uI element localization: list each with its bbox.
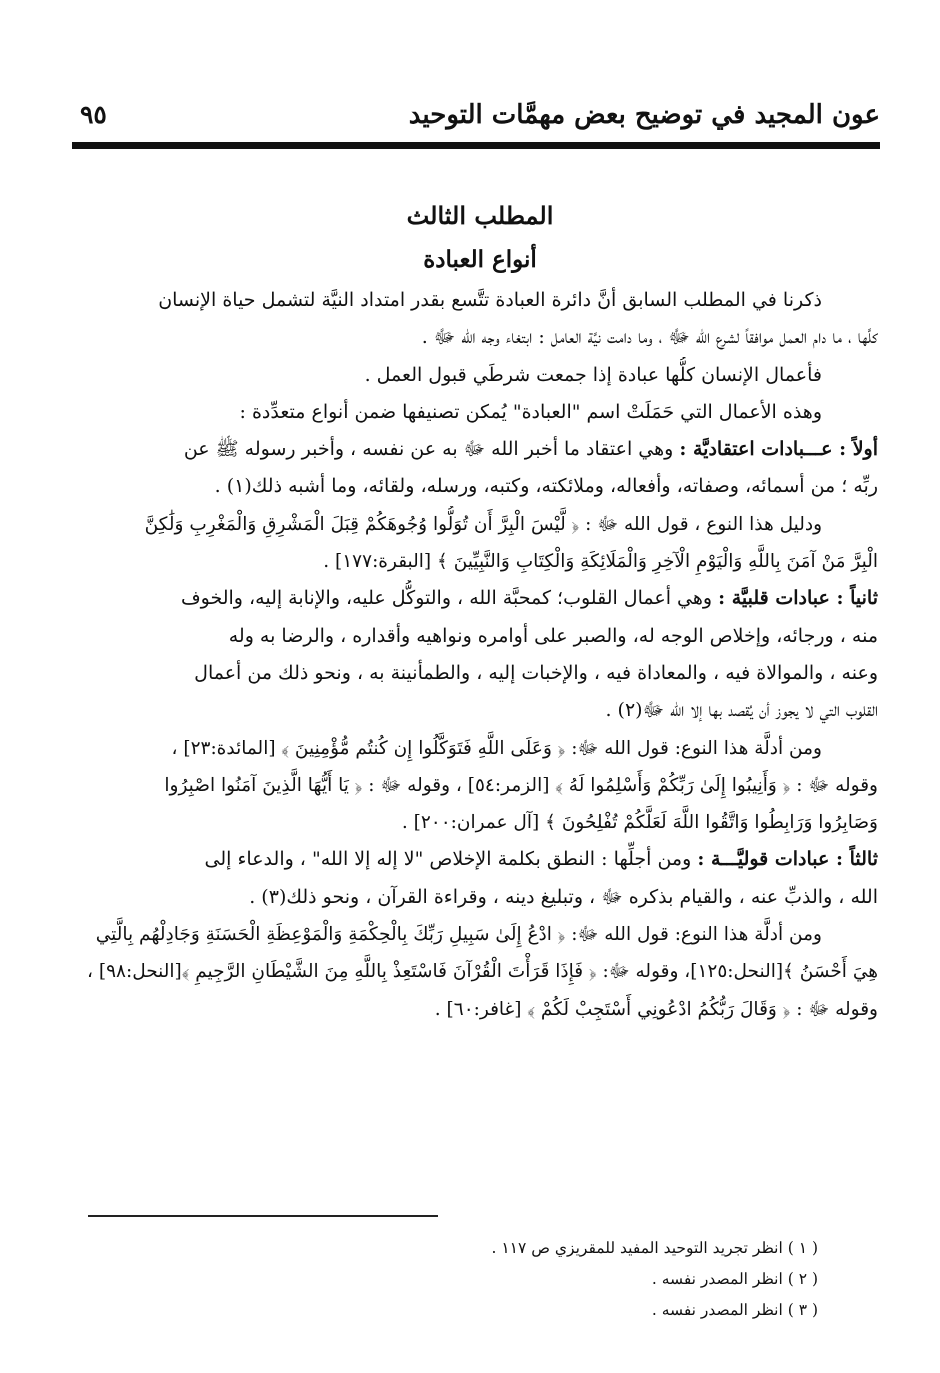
quran-verse-line: الْبِرَّ مَنْ آمَنَ بِاللَّهِ وَالْيَوْمِ الْآخِرِ وَالْمَلَائِكَةِ وَالْكِتَابِ وَالنَّبِيِّينَ ﴾ [البقرة:١٧٧] .	[323, 551, 878, 573]
footnotes	[80, 1233, 818, 1326]
footnote-2: ( ٢ ) انظر المصدر نفسه .	[651, 1270, 818, 1288]
category-line-beliefs: أولاً : عـــبادات اعتقاديَّة : وهي اعتقاد ما أخبر الله ﷻ به عن نفسه ، وأخبر رسوله ﷺ عن	[183, 438, 878, 461]
category-line-speech: ثالثاً : عبادات قوليَّـــة : ومن أجلِّها : النطق بكلمة الإخلاص "لا إله إلا الله" ، والدعاء إلى	[204, 848, 878, 871]
footnote-rule	[88, 1215, 438, 1217]
paragraph-line: القلوب التي لا يجوز أن يُقصد بها إلا الله ﷻ(٢) .	[605, 699, 878, 722]
quran-verse-line: ودليل هذا النوع ، قول الله ﷻ : ﴿ لَّيْسَ الْبِرَّ أَن تُوَلُّوا وُجُوهَكُمْ قِبَلَ الْمَشْرِقِ وَالْمَغْرِبِ وَلَٰكِنَّ	[144, 513, 822, 535]
category-label: أولاً : عـــبادات اعتقاديَّة :	[679, 438, 878, 461]
section-subtitle: أنواع العبادة	[423, 246, 537, 273]
footnote-3: ( ٣ ) انظر المصدر نفسه .	[651, 1301, 818, 1319]
section-title: المطلب الثالث	[406, 201, 554, 230]
paragraph-line: كلَّها ، ما دام العمل موافقاً لشرع الله ﷻ ، وما دامت نيَّة العامل : ابتغاء وجه الله ﷻ .	[421, 326, 878, 349]
quran-verse-line: ومن أدلَّة هذا النوع: قول الله ﷻ: ﴿ ادْعُ إِلَىٰ سَبِيلِ رَبِّكَ بِالْحِكْمَةِ وَالْمَوْعِظَةِ الْحَسَنَةِ وَجَادِلْهُم بِالَّتِي	[95, 924, 822, 946]
quran-verse-line: وقوله ﷻ : ﴿ وَقَالَ رَبُّكُمُ ادْعُونِي أَسْتَجِبْ لَكُمْ ﴾ [غافر:٦٠] .	[434, 998, 878, 1020]
category-label: ثالثاً : عبادات قوليَّـــة :	[697, 848, 878, 871]
paragraph-line: فأعمال الإنسان كلُّها عبادة إذا جمعت شرطَي قبول العمل .	[364, 363, 822, 386]
category-label: ثانياً : عبادات قلبيَّة :	[718, 587, 878, 610]
body-text	[72, 282, 878, 1028]
paragraph-line: منه ، ورجائه، وإخلاص الوجه له، والصبر على أوامره ونواهيه وأقداره ، والرضا به وله	[228, 624, 878, 647]
quran-verse-line: هِيَ أَحْسَنُ ﴾[النحل:١٢٥]، وقوله ﷻ: ﴿ فَإِذَا قَرَأْتَ الْقُرْآنَ فَاسْتَعِذْ بِاللَّهِ مِنَ الشَّيْطَانِ الرَّجِيمِ ﴾[النحل:٩٨] ،	[87, 961, 878, 983]
book-title: عون المجيد في توضيح بعض مهمَّات التوحيد	[408, 100, 880, 130]
quran-verse-line: وَصَابِرُوا وَرَابِطُوا وَاتَّقُوا اللَّهَ لَعَلَّكُمْ تُفْلِحُونَ ﴾ [آل عمران:٢٠٠] .	[401, 812, 878, 834]
quran-verse-line: ومن أدلَّة هذا النوع: قول الله ﷻ: ﴿ وَعَلَى اللَّهِ فَتَوَكَّلُوا إِن كُنتُم مُّؤْمِنِينَ ﴾ [المائدة:٢٣] ،	[171, 737, 822, 759]
paragraph-line: وعنه ، والموالاة فيه ، والمعاداة فيه ، والإخبات إليه ، والطمأنينة به ، ونحو ذلك من أعمال	[194, 661, 878, 684]
paragraph-line: ربِّه ؛ من أسمائه، وصفاته، وأفعاله، وملائكته، وكتبه، ورسله، ولقائه، وما أشبه ذلك(١) .	[214, 475, 878, 498]
page-number: ٩٥	[80, 100, 107, 129]
page-header	[72, 95, 880, 135]
header-rule	[72, 142, 880, 149]
paragraph-line: الله ، والذبِّ عنه ، والقيام بذكره ﷻ ، وتبليغ دينه ، وقراءة القرآن ، ونحو ذلك(٣) .	[249, 885, 878, 908]
quran-verse-line: وقوله ﷻ : ﴿ وَأَنِيبُوا إِلَىٰ رَبِّكُمْ وَأَسْلِمُوا لَهُ ﴾ [الزمر:٥٤] ، وقوله ﷻ : ﴿ يَا أَيُّهَا الَّذِينَ آمَنُوا اصْبِرُوا	[164, 774, 878, 796]
paragraph-line: ذكرنا في المطلب السابق أنَّ دائرة العبادة تتَّسع بقدر امتداد النيَّة لتشمل حياة الإنسان	[158, 289, 822, 311]
paragraph-line: وهذه الأعمال التي حَمَلَتْ اسم "العبادة" يُمكن تصنيفها ضمن أنواع متعدِّدة :	[239, 400, 822, 423]
footnote-1: ( ١ ) انظر تجريد التوحيد المفيد للمقريزي ص ١١٧ .	[491, 1239, 818, 1257]
category-line-heart: ثانياً : عبادات قلبيَّة : وهي أعمال القلوب؛ كمحبَّة الله ، والتوكُّل عليه، والإنابة إليه، والخوف	[180, 587, 878, 610]
